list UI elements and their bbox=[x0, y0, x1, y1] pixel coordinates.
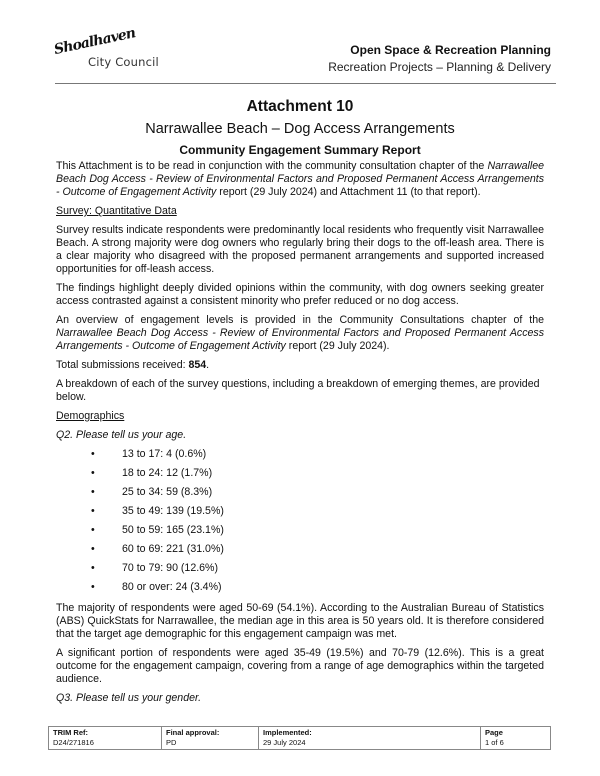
overview-paragraph bbox=[56, 314, 544, 353]
list-item bbox=[56, 505, 544, 524]
bullet-icon: • bbox=[91, 562, 95, 574]
logo-script: Shoalhaven bbox=[52, 25, 137, 59]
footer-implemented-cell bbox=[259, 727, 481, 750]
bullet-icon: • bbox=[91, 486, 95, 498]
age-item-text: 80 or over: 24 (3.4%) bbox=[122, 581, 222, 593]
breakdown-paragraph: A breakdown of each of the survey questions, including a breakdown of emerging themes, are provided below. bbox=[56, 378, 540, 403]
footer-page-cell bbox=[481, 727, 551, 750]
header-divider bbox=[55, 83, 556, 84]
footer-trim-cell bbox=[49, 727, 162, 750]
age-item-text: 25 to 34: 59 (8.3%) bbox=[122, 486, 213, 498]
page-number: 1 of 6 bbox=[485, 738, 504, 747]
findings-paragraph: The findings highlight deeply divided opinions within the community, with dog owners seeking greater access contrasted against a consistent minority who prefer reduced or no dog access. bbox=[56, 282, 544, 307]
logo-subtitle: City Council bbox=[88, 55, 159, 69]
bullet-icon: • bbox=[91, 505, 95, 517]
footer-approval-cell bbox=[162, 727, 259, 750]
age-item-text: 60 to 69: 221 (31.0%) bbox=[122, 543, 224, 555]
age-item-text: 35 to 49: 139 (19.5%) bbox=[122, 505, 224, 517]
report-title: Community Engagement Summary Report bbox=[179, 143, 421, 157]
approval-value: PD bbox=[166, 738, 177, 747]
intro-text-end: report (29 July 2024) and Attachment 11 (to that report). bbox=[216, 186, 481, 198]
list-item bbox=[56, 562, 544, 581]
bullet-icon: • bbox=[91, 581, 95, 593]
demographics-heading bbox=[56, 410, 544, 423]
bullet-icon: • bbox=[91, 543, 95, 555]
intro-text: This Attachment is to be read in conjunction with the community consultation chapter of the bbox=[56, 160, 488, 172]
bullet-icon: • bbox=[91, 467, 95, 479]
attachment-title: Attachment 10 bbox=[246, 98, 354, 115]
list-item bbox=[56, 486, 544, 505]
survey-paragraph: Survey results indicate respondents were predominantly local residents who frequently visit Narrawallee Beach. A strong majority were dog owners who regularly bring their dogs to the off-leash area. There is a clear majority who disagreed with the proposed permanent arrangements and supported increased opportunities for off-leash access. bbox=[56, 224, 544, 275]
implemented-value: 29 July 2024 bbox=[263, 738, 306, 747]
list-item bbox=[56, 581, 544, 600]
age-item-text: 70 to 79: 90 (12.6%) bbox=[122, 562, 218, 574]
document-header bbox=[328, 43, 551, 76]
survey-heading-text: Survey: Quantitative Data bbox=[56, 205, 177, 217]
submissions-paragraph bbox=[56, 359, 544, 372]
bullet-icon: • bbox=[91, 524, 95, 536]
age-item-text: 18 to 24: 12 (1.7%) bbox=[122, 467, 213, 479]
q3-question: Q3. Please tell us your gender. bbox=[56, 692, 202, 704]
list-item bbox=[56, 543, 544, 562]
trim-label: TRIM Ref: bbox=[53, 728, 88, 737]
section-name: Recreation Projects – Planning & Delivery bbox=[328, 60, 551, 74]
majority-paragraph: The majority of respondents were aged 50-69 (54.1%). According to the Australian Bureau of Statistics (ABS) QuickStats for Narrawallee, the median age in this area is 50 years old. It is therefore considered that the target age demographic for this engagement campaign was met. bbox=[56, 602, 544, 640]
document-body bbox=[56, 160, 544, 711]
q2-question: Q2. Please tell us your age. bbox=[56, 429, 187, 441]
subject-title: Narrawallee Beach – Dog Access Arrangements bbox=[145, 121, 455, 137]
overview-text: An overview of engagement levels is provided in the Community Consultations chapter of the bbox=[56, 314, 544, 326]
footer-table bbox=[48, 726, 551, 750]
overview-text-end: report (29 July 2024). bbox=[285, 340, 390, 352]
survey-heading bbox=[56, 205, 544, 218]
council-logo bbox=[52, 25, 166, 72]
department-name: Open Space & Recreation Planning bbox=[350, 43, 551, 57]
submissions-count: 854 bbox=[188, 359, 207, 371]
list-item bbox=[56, 467, 544, 486]
trim-value: D24/271816 bbox=[53, 738, 94, 747]
intro-report-name: Narrawallee Beach Dog Access - Review of Environmental Factors and Proposed Permanent Access Arrangements - Outcome of Engagement Activity bbox=[56, 160, 544, 198]
demographics-heading-text: Demographics bbox=[56, 410, 125, 422]
submissions-label: Total submissions received: bbox=[56, 359, 189, 371]
age-item-text: 13 to 17: 4 (0.6%) bbox=[122, 448, 207, 460]
submissions-suffix: . bbox=[206, 359, 210, 371]
page-label: Page bbox=[485, 728, 503, 737]
implemented-label: Implemented: bbox=[263, 728, 312, 737]
list-item bbox=[56, 524, 544, 543]
significant-paragraph: A significant portion of respondents were aged 35-49 (19.5%) and 70-79 (12.6%). This is a great outcome for the engagement campaign, covering from a range of age demographics within the targeted audience. bbox=[56, 647, 544, 685]
intro-paragraph bbox=[56, 160, 544, 199]
age-item-text: 50 to 59: 165 (23.1%) bbox=[122, 524, 224, 536]
bullet-icon: • bbox=[91, 448, 95, 460]
approval-label: Final approval: bbox=[166, 728, 220, 737]
overview-report-name: Narrawallee Beach Dog Access - Review of Environmental Factors and Proposed Permanent Access Arrangements - Outcome of Engagement Activity bbox=[56, 327, 544, 352]
age-list bbox=[56, 448, 544, 600]
list-item bbox=[56, 448, 544, 467]
